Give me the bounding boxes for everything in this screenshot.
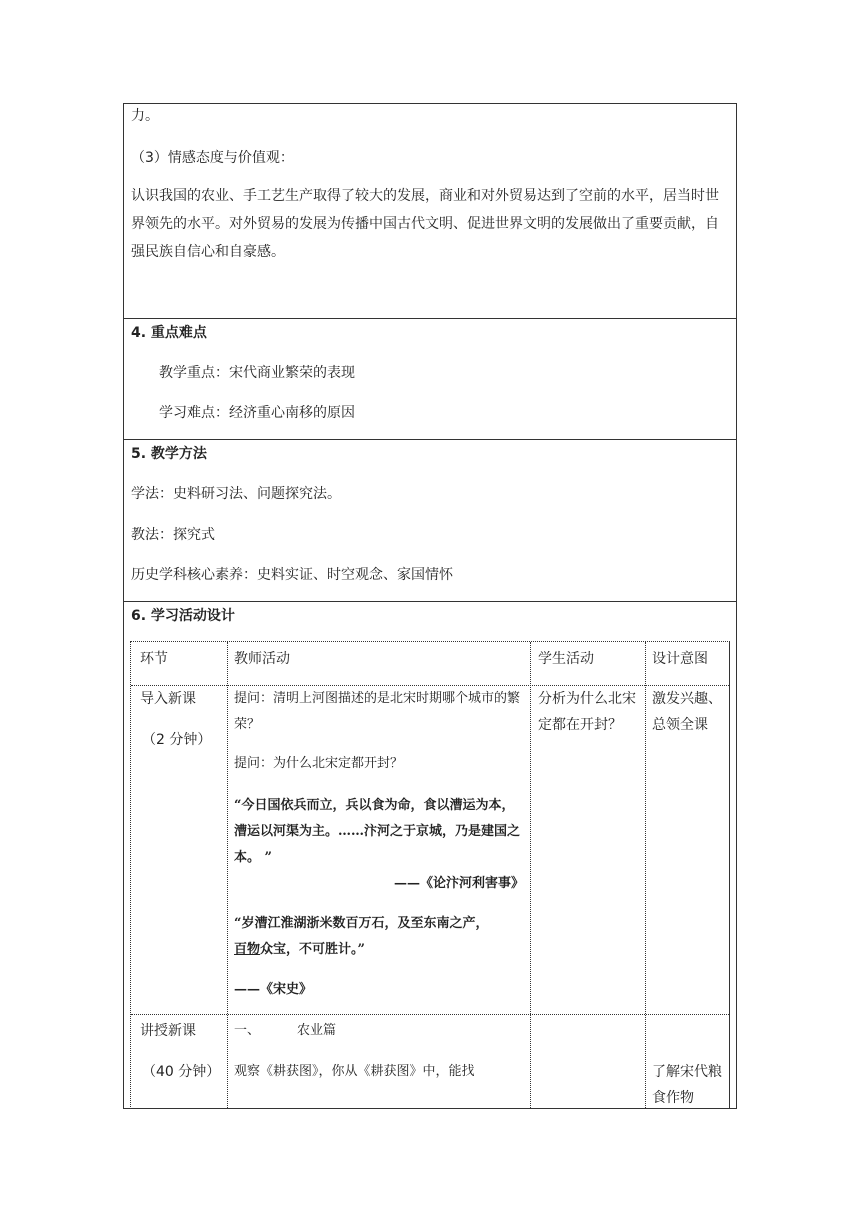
teaching-focus: 教学重点：宋代商业繁荣的表现: [159, 365, 355, 381]
teacher-question: 提问：为什么北宋定都开封？: [234, 756, 404, 771]
part-title: 农业篇: [297, 1023, 337, 1038]
historical-quote: [234, 911, 524, 963]
stage-duration: （2 分钟）: [142, 732, 212, 748]
emotion-paragraph: 认识我国的农业、手工艺生产取得了较大的发展，商业和对外贸易达到了空前的水平，居当时世界领先的水平。对外贸易的发展为传播中国古代文明、促进世界文明的发展做出了重要贡献，自强民族自信心和自豪感。: [131, 188, 719, 260]
row-divider: [131, 1014, 729, 1015]
column-divider: [530, 642, 531, 1108]
column-divider: [227, 642, 228, 1108]
section-heading: 4. 重点难点: [131, 325, 207, 341]
header-stage: 环节: [140, 651, 168, 667]
sub-heading: （3）情感态度与价值观：: [131, 150, 294, 166]
stage-new-lesson: 讲授新课: [140, 1023, 196, 1039]
design-intent: 激发兴趣、总领全课: [652, 691, 722, 733]
header-intent: 设计意图: [652, 651, 708, 667]
quote-text: 众宝，不可胜计。”: [260, 942, 365, 957]
part-number: 一、: [234, 1023, 261, 1038]
section-heading: 5. 教学方法: [131, 446, 207, 462]
stage-duration: （40 分钟）: [142, 1064, 221, 1080]
historical-quote: “今日国依兵而立，兵以食为命，食以漕运为本，漕运以河渠为主。……汴河之于京城，乃是建国之本。 ”: [234, 798, 521, 865]
learning-method: 学法：史料研习法、问题探究法。: [131, 486, 341, 502]
quote-source: ——《宋史》: [234, 982, 313, 997]
divider: [123, 318, 737, 319]
core-literacy: 历史学科核心素养：史料实证、时空观念、家国情怀: [131, 567, 453, 583]
learning-difficulty: 学习难点：经济重心南移的原因: [159, 405, 355, 421]
teacher-question: 提问：清明上河图描述的是北宋时期哪个城市的繁荣？: [234, 691, 521, 732]
design-intent: 了解宋代粮食作物: [652, 1064, 722, 1106]
header-student: 学生活动: [538, 651, 594, 667]
header-teacher: 教师活动: [234, 651, 290, 667]
stage-intro: 导入新课: [140, 691, 196, 707]
student-activity: 分析为什么北宋定都在开封？: [538, 691, 636, 733]
teaching-method: 教法：探究式: [131, 527, 215, 543]
teacher-instruction: 观察《耕获图》，你从《耕获图》中，能找: [234, 1064, 475, 1079]
quote-text: “岁漕江淮湖浙米数百万石，及至东南之产，: [234, 916, 489, 931]
column-divider: [645, 642, 646, 1108]
divider: [123, 601, 737, 602]
column-divider: [729, 641, 730, 1109]
section-heading: 6. 学习活动设计: [131, 608, 235, 624]
quote-text-underlined: 百物: [234, 942, 261, 957]
continued-text: 力。: [131, 108, 159, 124]
divider: [123, 439, 737, 440]
quote-source: ——《论汴河利害事》: [393, 876, 524, 891]
